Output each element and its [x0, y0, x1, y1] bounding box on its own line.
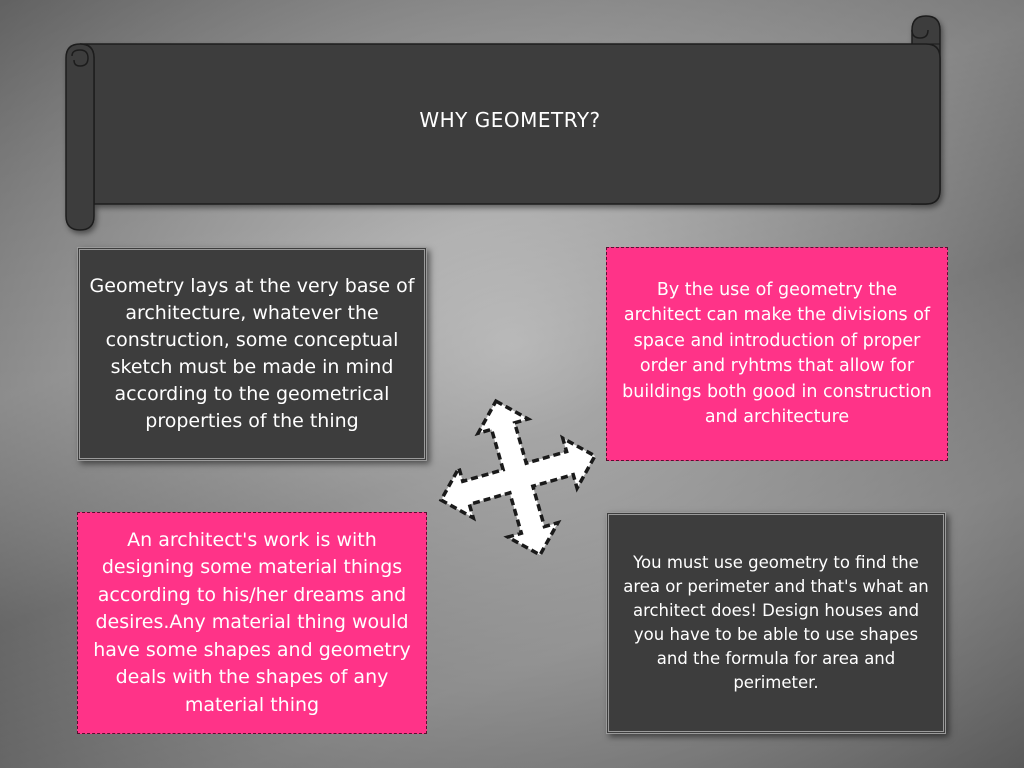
- text-box-top-right: [606, 247, 948, 461]
- slide-title: WHY GEOMETRY?: [419, 108, 601, 132]
- box-text: Geometry lays at the very base of architecture, whatever the construction, some conceptual sketch must be made in mind according to the geometrical properties of the thing: [89, 275, 415, 432]
- box-text: By the use of geometry the architect can make the divisions of space and introduction of proper order and ryhtms that allow for buildings both good in construction and architecture: [622, 279, 932, 427]
- text-box-top-left: [77, 247, 427, 461]
- box-text: You must use geometry to find the area or perimeter and that's what an architect does! Design houses and you have to be able to use shapes and the formula for area and perimeter.: [623, 553, 929, 692]
- text-box-bottom-left: [77, 512, 427, 734]
- text-box-bottom-right: [606, 512, 946, 734]
- four-way-arrows-icon: [428, 388, 608, 568]
- box-text: An architect's work is with designing some material things according to his/her dreams and desires.Any material thing would have some shapes and geometry deals with the shapes of any material thing: [93, 528, 411, 716]
